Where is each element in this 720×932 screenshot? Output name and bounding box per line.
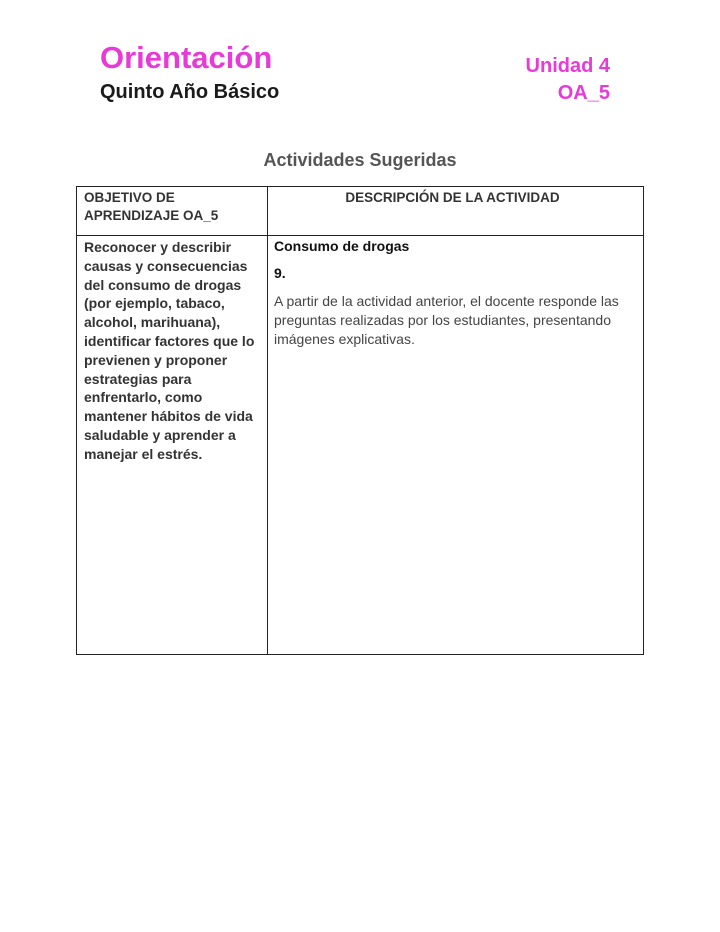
activity-header-cell xyxy=(268,187,644,236)
oa-label: OA_5 xyxy=(557,82,610,104)
activity-cell xyxy=(268,236,644,655)
objective-header-cell xyxy=(77,187,268,236)
activity-description: A partir de la actividad anterior, el docente responde las preguntas realizadas por los estudiantes, presentando imágenes explicativas. xyxy=(274,293,619,347)
unit-label: Unidad 4 xyxy=(525,55,610,77)
activity-table xyxy=(76,186,644,655)
activity-title: Consumo de drogas xyxy=(274,238,410,254)
objective-cell xyxy=(77,236,268,655)
section-title: Actividades Sugeridas xyxy=(263,150,457,170)
activity-header: DESCRIPCIÓN DE LA ACTIVIDAD xyxy=(345,190,560,205)
activity-number: 9. xyxy=(274,265,286,281)
objective-header: OBJETIVO DE APRENDIZAJE OA_5 xyxy=(84,190,219,223)
table-header-row xyxy=(77,187,644,236)
subject-title: Orientación xyxy=(100,40,273,75)
table-body-row xyxy=(77,236,644,655)
objective-text: Reconocer y describir causas y consecuencias del consumo de drogas (por ejemplo, tabaco, alcohol, marihuana), identificar factores que lo previenen y proponer estrategias para enfrentarlo, como mantener hábitos de vida saludable y aprender a manejar el estrés. xyxy=(84,239,255,462)
grade-title: Quinto Año Básico xyxy=(100,81,280,103)
